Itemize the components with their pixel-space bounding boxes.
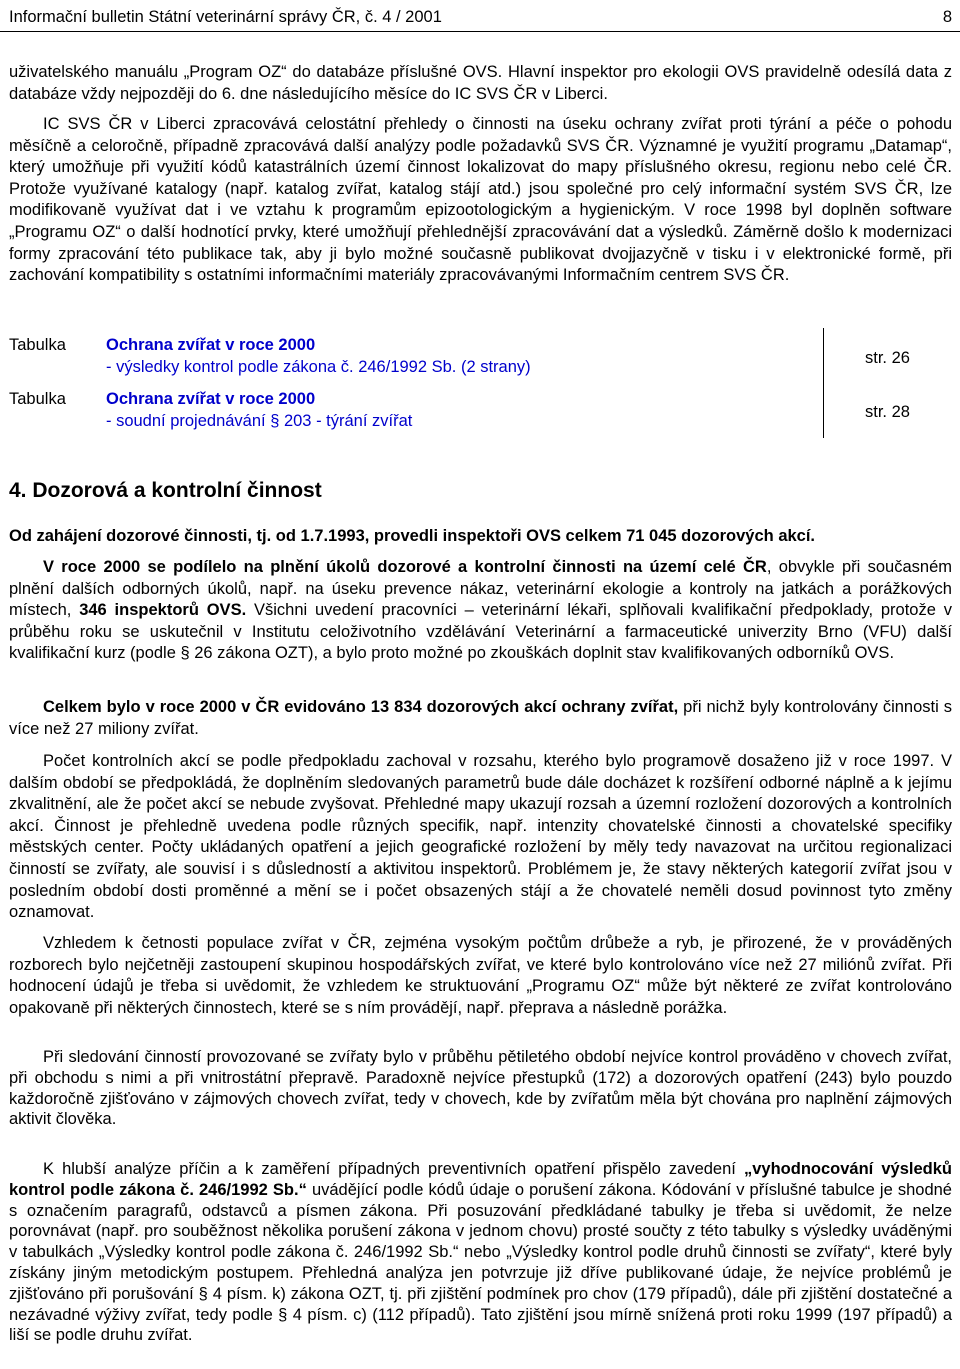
page-header bbox=[9, 6, 952, 28]
paragraph-total-actions bbox=[9, 697, 952, 740]
bold-lead: V roce 2000 se podílelo na plnění úkolů dozorové a kontrolní činnosti na území celé ČR bbox=[43, 558, 767, 576]
table-label: Tabulka bbox=[9, 390, 66, 408]
text-segment: při nichž byly kontrolovány činnosti s více než 27 miliony zvířat. bbox=[9, 698, 952, 738]
header-rule bbox=[0, 31, 960, 32]
table-page-ref: str. 26 bbox=[865, 349, 910, 367]
text-segment: K hlubší analýze příčin a k zaměření případných preventivních opatření přispělo zavedení bbox=[43, 1160, 744, 1178]
table-subtitle: - výsledky kontrol podle zákona č. 246/1992 Sb. (2 strany) bbox=[106, 358, 531, 376]
table-label: Tabulka bbox=[9, 336, 66, 354]
text-segment: , obvykle při současném plnění dalších odborných úkolů, např. na úseku prevence nákaz, veterinární ekologie a kontroly na jatkách a porážkových místech, bbox=[9, 558, 952, 620]
paragraph-since-1993: Od zahájení dozorové činnosti, tj. od 1.7.1993, provedli inspektoři OVS celkem 71 045 dozorových akcí. bbox=[9, 527, 816, 545]
header-title: Informační bulletin Státní veterinární správy ČR, č. 4 / 2001 bbox=[9, 8, 442, 26]
paragraph-2000-inspectors bbox=[9, 557, 952, 665]
table-title: Ochrana zvířat v roce 2000 bbox=[106, 390, 316, 408]
table-entry-2 bbox=[0, 388, 960, 434]
paragraph-analysis bbox=[9, 1159, 952, 1346]
table-title: Ochrana zvířat v roce 2000 bbox=[106, 336, 316, 354]
text-segment: Všichni uvedení pracovníci – veterinární lékaři, splňovali kvalifikační předpoklady, protože v průběhu roku se uskutečnil v Institutu celoživotního vzdělávání Veterinární a farmaceutické univerzity Brno (VFU) další kvalifikační kurz (podle § 26 zákona OZT), a bylo proto možné po zkouškách doplnit stav kvalifikovaných odborníků OVS. bbox=[9, 601, 952, 663]
paragraph-control-count: Počet kontrolních akcí se podle předpokladu zachoval v rozsahu, kterého bylo programově dosaženo již v roce 1997. V dalším období se předpokládá, že doplněním sledovaných parametrů bude dále docházet k rozšíření odborné náplně a k jejímu zkvalitnění, ale že počet akcí se nebude zvyšovat. Přehledné mapy ukazují rozsah a územní rozložení dozorových a kontrolních akcí. Činnost je přehledně uvedena podle různých specifik, např. intenzity chovatelské činnosti a chovatelské specifiky městských center. Počty ukládaných opatření a jejich geografické rozložení by měly tedy navazovat na určitou regionalizaci činností se zvířaty, ale souvisí i s důsledností a aktivitou inspektorů. Problémem je, že stavy některých kategorií zvířat jsou v posledním období dosti proměnné a mění se i počet obsazených stájí a že chovatelé neměli dosud povinnost tyto změny oznamovat. bbox=[9, 752, 952, 922]
bold-lead: Celkem bylo v roce 2000 v ČR evidováno 13 834 dozorových akcí ochrany zvířat, bbox=[43, 698, 679, 716]
paragraph-monitoring: Při sledování činností provozované se zvířaty bylo v průběhu pětiletého období nejvíce kontrol prováděno v chovech zvířat, při obchodu s nimi a při vnitrostátní přepravě. Paradoxně nejvíce přestupků (172) a dozorových opatření (243) bylo pouzdo každoročně zjišťováno v zájmových chovech zvířat, tedy v chovech, kde by zvířatům měla být chována pro naplnění zájmových aktivit člověka. bbox=[9, 1048, 952, 1129]
paragraph-intro: uživatelského manuálu „Program OZ“ do databáze příslušné OVS. Hlavní inspektor pro ekologii OVS pravidelně odesílá data z databáze vždy nejpozději do 6. dne následujícího měsíce do IC SVS ČR v Liberci. bbox=[9, 63, 952, 103]
bold-evaluation: „vyhodnocování výsledků kontrol podle zákona č. 246/1992 Sb.“ bbox=[9, 1160, 952, 1199]
paragraph-population: Vzhledem k četnosti populace zvířat v ČR, zejména vysokým počtům drůbeže a ryb, je přirozené, že v prováděných rozborech bylo nejčetněji zastoupení skupinou hospodářských zvířat, ve které bylo kontrolováno více než 27 miliónů zvířat. Při hodnocení údajů je třeba si uvědomit, že vzhledem ke struktuování „Programu OZ“ může být některé ze zvířat kontrolováno opakovaně při některých činnostech, které se s ním provádějí, např. přeprava a následně porážka. bbox=[9, 934, 952, 1017]
section-heading: 4. Dozorová a kontrolní činnost bbox=[9, 479, 322, 502]
table-page-ref: str. 28 bbox=[865, 403, 910, 421]
page-number: 8 bbox=[942, 8, 952, 26]
table-entry-1 bbox=[0, 334, 960, 380]
text-segment: uvádějící podle kódů údaje o porušení zákona. Kódování v příslušné tabulce je shodné s označením paragrafů, odstavců a písmen zákona. Při posuzování předkládané tabulky je třeba si uvědomit, že nelze porovnávat (např. pro souběžnost několika porušení zákona v jednom chovu) prosté součty z této tabulky s výsledky uváděnými v tabulkách „Výsledky kontrol podle zákona č. 246/1992 Sb.“ nebo „Výsledky kontrol podle druhů činnosti se zvířaty“, které byly získány jiným metodickým postupem. Přehledná analýza jen potvrzuje již dříve publikované údaje, že nejvíce problémů je zjišťováno při porušování § 4 písm. k) zákona OZT, tj. při zjištění podmínek pro chov (179 případů), dále při zjištění dostatečné a nezávadné výživy zvířat, tedy podle § 4 písm. c) (112 případů). Tato zjištění jsou mírně snížená proti roku 1999 (197 případů) a liší se podle druhu zvířat. bbox=[9, 1180, 952, 1345]
table-subtitle: - soudní projednávání § 203 - týrání zvířat bbox=[106, 412, 413, 430]
paragraph-ic-svs: IC SVS ČR v Liberci zpracovává celostátní přehledy o činnosti na úseku ochrany zvířat proti týrání a péče o pohodu měsíčně a celoročně, případně zpracovává další analýzy podle požadavků SVS ČR. Významné je využití programu „Datamap“, který umožňuje při využití kódů katastrálních území činnost lokalizovat do mapy příslušného okresu, regionu nebo celé ČR. Protože využívané katalogy (např. katalog zvířat, katalog stájí atd.) jsou společné pro celý informační systém SVS ČR, lze modifikovaně využívat dat i ve vztahu k programům epizootologickým a hygienickým. V roce 1998 byl doplněn software „Programu OZ“ o další hodnotící prvky, které umožňují přehlednější zpracovávání dat a výsledků. Záměrně došlo k modernizaci formy zpracování této publikace tak, aby ji bylo možné současně publikovat dvojjazyčně v tisku i v elektronické formě, při zachování kompatibility s ostatními informačními materiály zpracovávanými Informačním centrem SVS ČR. bbox=[9, 115, 952, 285]
table-list bbox=[0, 328, 960, 438]
bold-inspectors: 346 inspektorů OVS. bbox=[79, 601, 247, 620]
